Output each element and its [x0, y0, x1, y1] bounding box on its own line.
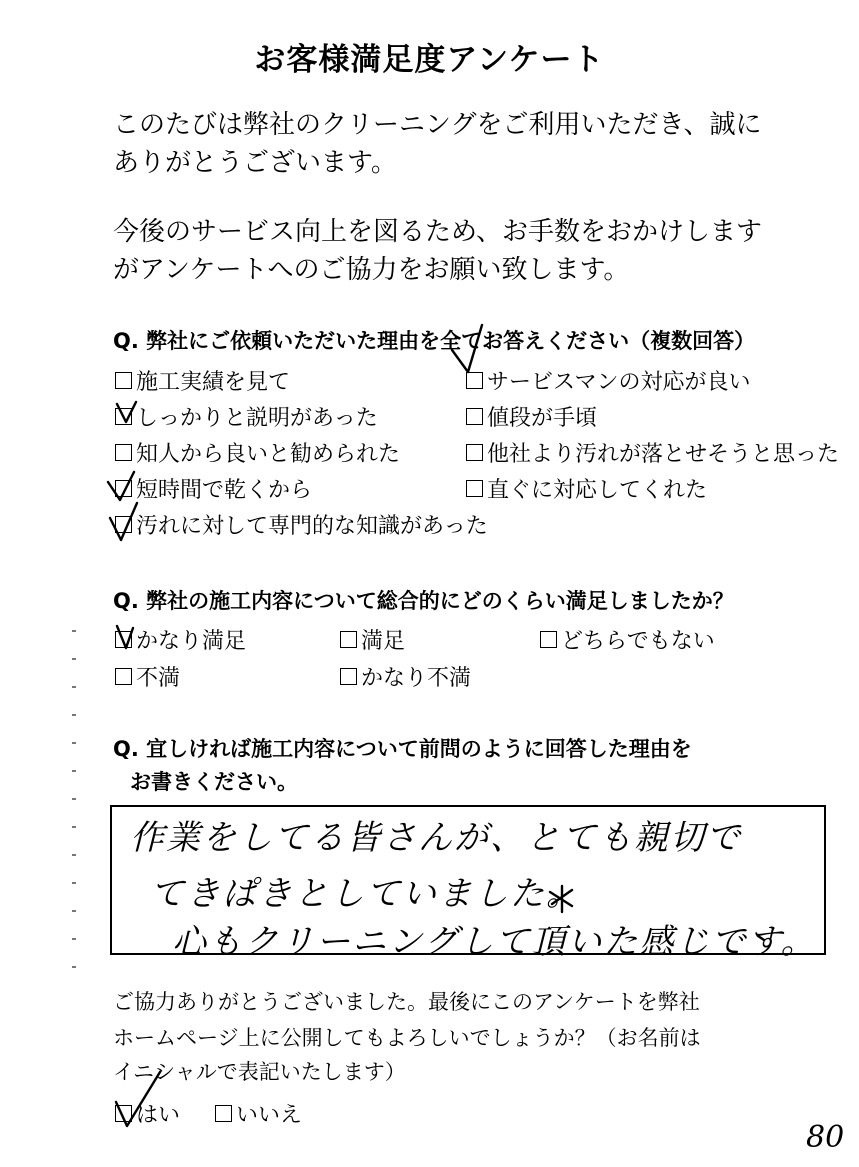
asterisk-mark-icon	[550, 886, 572, 912]
option-label: 不満	[136, 666, 181, 691]
handwritten-answer-line-2: てきぱきとしていました。	[150, 874, 582, 914]
consent-line-3: イニシャルで表記いたします）	[113, 1060, 406, 1084]
option-label: 満足	[361, 629, 406, 654]
consent-line-2: ホームページ上に公開してもよろしいでしょうか？（お名前は	[113, 1026, 701, 1050]
question-2: Q. 弊社の施工内容について総合的にどのくらい満足しましたか？	[113, 589, 734, 613]
option-label: かなり不満	[361, 666, 472, 691]
intro-line-1: このたびは弊社のクリーニングをご利用いただき、誠に	[113, 110, 762, 140]
intro-line-3: 今後のサービス向上を図るため、お手数をおかけします	[113, 217, 762, 247]
checkmark-icon	[110, 503, 137, 540]
intro-line-2: ありがとうございます。	[113, 148, 397, 178]
option-label: はい	[136, 1103, 181, 1128]
question-3-line-2: お書きください。	[130, 770, 298, 794]
handwritten-answer-line-3: 心もクリーニングして頂いた感じです。	[172, 922, 817, 962]
page-title: お客様満足度アンケート	[254, 42, 605, 78]
option-label: 汚れに対して専門的な知識があった	[136, 514, 488, 539]
scribble-mark-icon	[758, 936, 764, 940]
option-label: 知人から良いと勧められた	[136, 442, 401, 467]
option-label: 他社より汚れが落とせそうと思った	[487, 442, 840, 467]
option-label: かなり満足	[136, 629, 247, 654]
option-label: いいえ	[236, 1103, 303, 1128]
checkmark-icon	[108, 472, 134, 500]
page-number: 80	[806, 1120, 845, 1155]
option-label: しっかりと説明があった	[136, 406, 378, 431]
handwritten-answer-line-1: 作業をしてる皆さんが、とても親切で	[130, 818, 742, 858]
option-label: サービスマンの対応が良い	[487, 370, 751, 395]
checkmark-icon	[116, 1072, 160, 1126]
option-label: どちらでもない	[561, 629, 715, 654]
option-label: 短時間で乾くから	[136, 478, 313, 503]
intro-line-4: がアンケートへのご協力をお願い致します。	[113, 255, 630, 285]
question-3-line-1: Q. 宜しければ施工内容について前問のように回答した理由を	[113, 737, 692, 761]
option-label: 値段が手頃	[487, 406, 598, 431]
consent-line-1: ご協力ありがとうございました。最後にこのアンケートを弊社	[113, 990, 700, 1014]
checkmark-icon	[117, 626, 133, 648]
checkmark-icon	[452, 325, 482, 372]
checkmark-icon	[117, 402, 136, 422]
question-1: Q. 弊社にご依頼いただいた理由を全てお答えください（複数回答）	[113, 329, 756, 353]
option-label: 施工実績を見て	[136, 370, 291, 395]
option-label: 直ぐに対応してくれた	[487, 478, 708, 503]
